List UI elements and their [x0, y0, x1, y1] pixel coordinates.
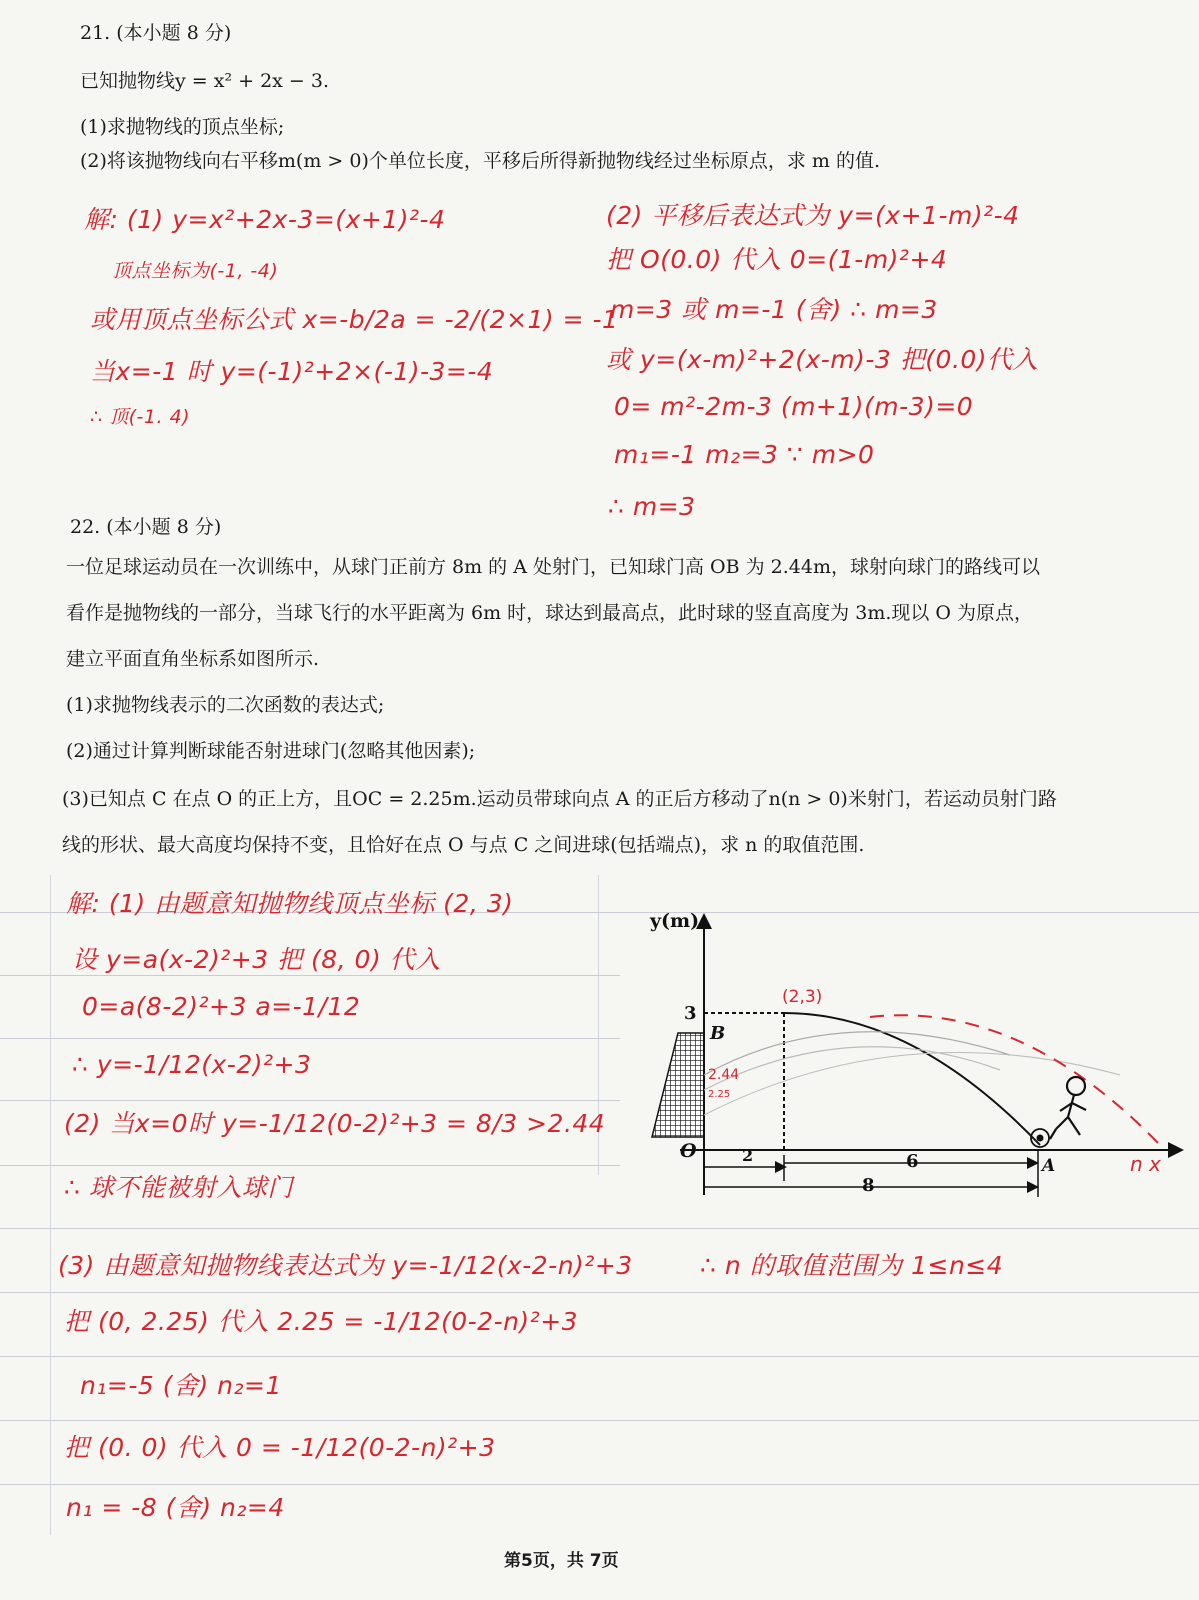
q21-header: 21. (本小题 8 分)	[80, 22, 232, 44]
q22-part3-line: 线的形状、最大高度均保持不变，且恰好在点 O 与点 C 之间进球(包括端点)，求 n 的取值范围.	[62, 834, 865, 856]
player-icon	[1050, 1077, 1086, 1139]
q21-stem: 已知抛物线y = x² + 2x − 3.	[80, 70, 329, 92]
q22-part1: (1)求抛物线表示的二次函数的表达式;	[66, 694, 385, 716]
q22-part2: (2)通过计算判断球能否射进球门(忽略其他因素);	[66, 740, 476, 762]
hw-line: (3) 由题意知抛物线表达式为 y=-1/12(x-2-n)²+3	[58, 1251, 633, 1280]
vertex-label: (2,3)	[782, 987, 823, 1007]
axis-x-note: n x	[1130, 1152, 1161, 1176]
y-axis-label: y(m)	[650, 910, 700, 932]
point-o-label: O	[680, 1140, 697, 1162]
dim-2-label: 2	[742, 1146, 754, 1165]
hw-line: 0= m²-2m-3 (m+1)(m-3)=0	[614, 392, 974, 421]
q22-stem-line: 看作是抛物线的一部分，当球飞行的水平距离为 6m 时，球达到最高点，此时球的竖直高度为 3m.现以 O 为原点，	[66, 602, 1034, 624]
point-a-label: A	[1042, 1156, 1056, 1176]
hw-line: m=3 或 m=-1 (舍) ∴ m=3	[610, 295, 938, 324]
hw-line: 把 (0, 2.25) 代入 2.25 = -1/12(0-2-n)²+3	[64, 1307, 579, 1336]
hw-line: m₁=-1 m₂=3 ∵ m>0	[614, 440, 875, 469]
label-225: 2.25	[708, 1089, 731, 1100]
q22-part3-line: (3)已知点 C 在点 O 的正上方，且OC = 2.25m.运动员带球向点 A 的正后方移动了n(n > 0)米射门，若运动员射门路	[62, 788, 1057, 810]
q21-part1: (1)求抛物线的顶点坐标;	[80, 116, 285, 138]
hw-line: 或用顶点坐标公式 x=-b/2a = -2/(2×1) = -1	[90, 305, 619, 334]
hw-line: 解: (1) y=x²+2x-3=(x+1)²-4	[84, 205, 446, 234]
hw-line: 解: (1) 由题意知抛物线顶点坐标 (2, 3)	[66, 889, 514, 918]
hw-line: n₁ = -8 (舍) n₂=4	[66, 1493, 285, 1522]
hw-line: (2) 当x=0时 y=-1/12(0-2)²+3 = 8/3 >2.44	[64, 1109, 606, 1138]
q22-stem-line: 建立平面直角坐标系如图所示.	[66, 648, 320, 670]
hw-line: 顶点坐标为(-1, -4)	[112, 260, 279, 282]
hw-line: ∴ m=3	[608, 492, 696, 521]
hw-line: ∴ 球不能被射入球门	[64, 1173, 293, 1202]
hw-line: 当x=-1 时 y=(-1)²+2×(-1)-3=-4	[90, 357, 494, 386]
trajectory-curve	[784, 1013, 1040, 1145]
q22-header: 22. (本小题 8 分)	[70, 516, 222, 538]
label-244: 2.44	[708, 1067, 740, 1083]
q22-stem-line: 一位足球运动员在一次训练中，从球门正前方 8m 的 A 处射门，已知球门高 OB 为 2.44m，球射向球门的路线可以	[66, 556, 1040, 578]
hw-line: 把 O(0.0) 代入 0=(1-m)²+4	[606, 245, 948, 274]
hw-line: n₁=-5 (舍) n₂=1	[80, 1371, 282, 1400]
point-b-label: B	[710, 1023, 726, 1044]
soccer-diagram	[640, 905, 1190, 1205]
dim-6-label: 6	[906, 1151, 919, 1172]
hw-line: 0=a(8-2)²+3 a=-1/12	[82, 992, 361, 1021]
hw-line: 把 (0. 0) 代入 0 = -1/12(0-2-n)²+3	[64, 1433, 496, 1462]
hw-line: ∴ y=-1/12(x-2)²+3	[72, 1050, 312, 1079]
hw-line: 或 y=(x-m)²+2(x-m)-3 把(0.0)代入	[606, 345, 1039, 374]
hw-line: ∴ 顶(-1. 4)	[90, 406, 191, 428]
page-footer: 第5页，共 7页	[504, 1551, 619, 1571]
dim-8-label: 8	[862, 1175, 875, 1196]
hw-line: (2) 平移后表达式为 y=(x+1-m)²-4	[606, 201, 1020, 230]
goal-wall	[652, 1033, 704, 1137]
hw-line: 设 y=a(x-2)²+3 把 (8, 0) 代入	[72, 945, 441, 974]
q21-part2: (2)将该抛物线向右平移m(m > 0)个单位长度，平移后所得新抛物线经过坐标原点，求 m 的值.	[80, 150, 880, 172]
tick-3-label: 3	[684, 1003, 697, 1024]
q22-conclusion: ∴ n 的取值范围为 1≤n≤4	[700, 1251, 1004, 1280]
